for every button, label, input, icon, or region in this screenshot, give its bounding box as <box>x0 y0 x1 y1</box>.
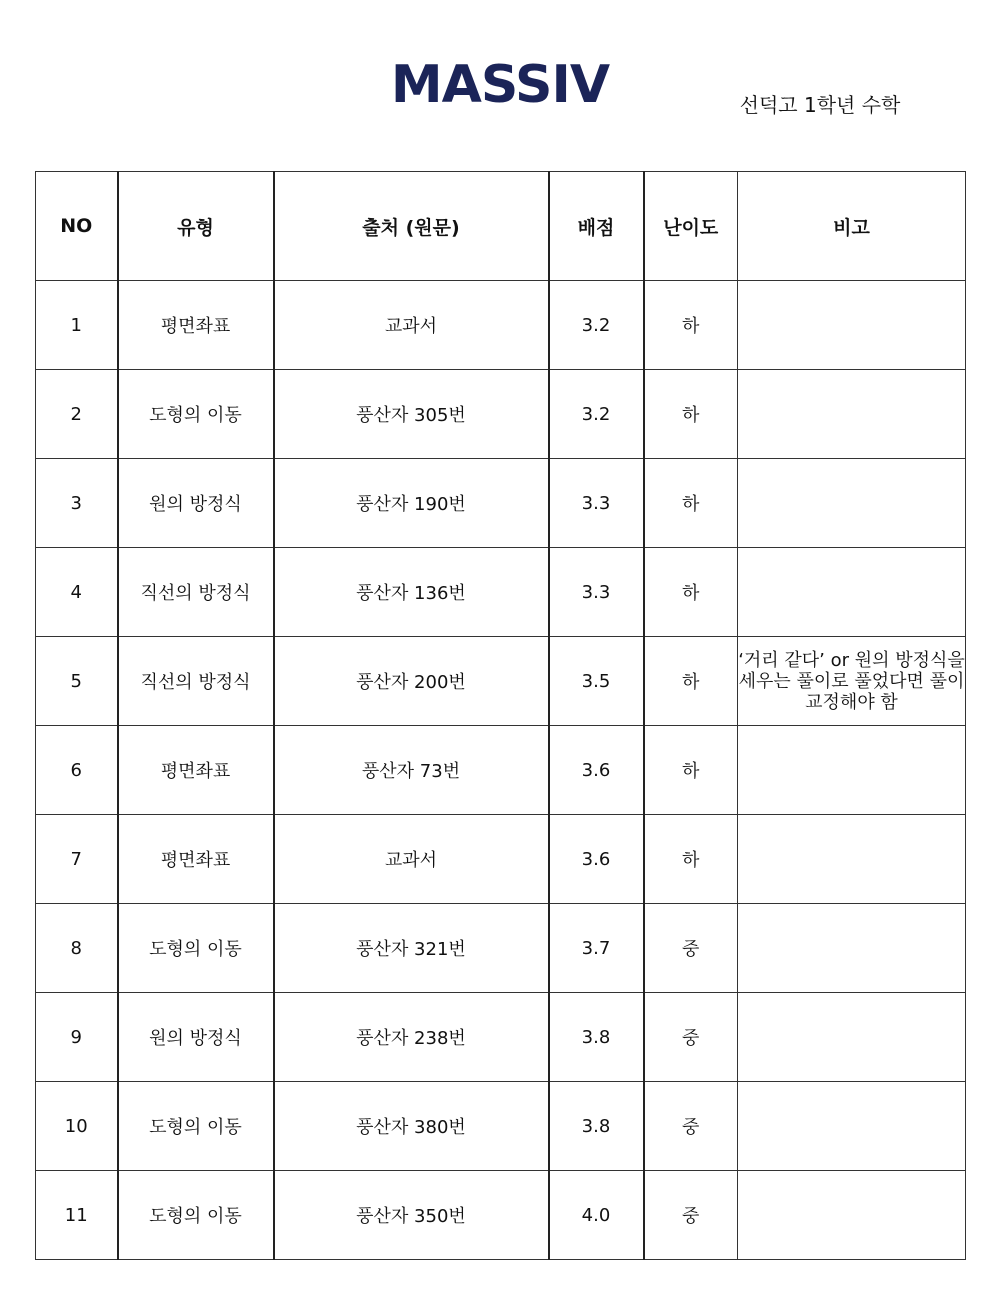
cell-type: 도형의 이동 <box>118 370 274 459</box>
cell-type: 평면좌표 <box>118 815 274 904</box>
header-source: 출처 (원문) <box>274 172 549 281</box>
cell-difficulty: 하 <box>644 370 738 459</box>
cell-source: 풍산자 380번 <box>274 1082 549 1171</box>
table-row <box>36 637 966 726</box>
cell-note <box>738 281 966 370</box>
cell-difficulty: 하 <box>644 726 738 815</box>
table-header-row <box>36 172 966 281</box>
cell-difficulty: 중 <box>644 1171 738 1260</box>
cell-note <box>738 815 966 904</box>
cell-difficulty: 중 <box>644 993 738 1082</box>
cell-type: 원의 방정식 <box>118 459 274 548</box>
cell-no: 9 <box>36 993 118 1082</box>
cell-score: 3.2 <box>549 370 644 459</box>
cell-no: 11 <box>36 1171 118 1260</box>
cell-score: 3.8 <box>549 1082 644 1171</box>
cell-source: 풍산자 350번 <box>274 1171 549 1260</box>
cell-no: 3 <box>36 459 118 548</box>
cell-difficulty: 하 <box>644 815 738 904</box>
cell-score: 3.6 <box>549 815 644 904</box>
cell-score: 3.5 <box>549 637 644 726</box>
cell-score: 3.2 <box>549 281 644 370</box>
table-row <box>36 459 966 548</box>
cell-note <box>738 1082 966 1171</box>
cell-source: 풍산자 321번 <box>274 904 549 993</box>
cell-difficulty: 중 <box>644 904 738 993</box>
exam-analysis-table <box>35 171 966 1260</box>
cell-source: 풍산자 238번 <box>274 993 549 1082</box>
header-difficulty: 난이도 <box>644 172 738 281</box>
header-note: 비고 <box>738 172 966 281</box>
table-row <box>36 726 966 815</box>
cell-difficulty: 하 <box>644 548 738 637</box>
table-row <box>36 548 966 637</box>
table-row <box>36 370 966 459</box>
cell-source: 풍산자 305번 <box>274 370 549 459</box>
cell-no: 1 <box>36 281 118 370</box>
cell-note: ‘거리 같다’ or 원의 방정식을 세우는 풀이로 풀었다면 풀이 교정해야 함 <box>738 637 966 726</box>
cell-score: 3.6 <box>549 726 644 815</box>
cell-difficulty: 하 <box>644 637 738 726</box>
cell-source: 교과서 <box>274 815 549 904</box>
cell-note <box>738 904 966 993</box>
table-row <box>36 1082 966 1171</box>
cell-note <box>738 1171 966 1260</box>
header-type: 유형 <box>118 172 274 281</box>
cell-source: 풍산자 190번 <box>274 459 549 548</box>
cell-no: 5 <box>36 637 118 726</box>
cell-source: 풍산자 200번 <box>274 637 549 726</box>
cell-note <box>738 726 966 815</box>
cell-no: 10 <box>36 1082 118 1171</box>
cell-note <box>738 548 966 637</box>
cell-type: 직선의 방정식 <box>118 548 274 637</box>
cell-source: 교과서 <box>274 281 549 370</box>
cell-type: 직선의 방정식 <box>118 637 274 726</box>
cell-source: 풍산자 73번 <box>274 726 549 815</box>
cell-note <box>738 370 966 459</box>
cell-score: 3.8 <box>549 993 644 1082</box>
cell-no: 6 <box>36 726 118 815</box>
table-row <box>36 1171 966 1260</box>
page-subtitle: 선덕고 1학년 수학 <box>739 93 901 117</box>
table-row <box>36 815 966 904</box>
cell-type: 도형의 이동 <box>118 904 274 993</box>
table-row <box>36 904 966 993</box>
header-no: NO <box>36 172 118 281</box>
cell-source: 풍산자 136번 <box>274 548 549 637</box>
cell-no: 8 <box>36 904 118 993</box>
cell-no: 4 <box>36 548 118 637</box>
cell-note <box>738 459 966 548</box>
table-row <box>36 993 966 1082</box>
cell-score: 3.7 <box>549 904 644 993</box>
cell-difficulty: 하 <box>644 281 738 370</box>
cell-type: 원의 방정식 <box>118 993 274 1082</box>
cell-difficulty: 중 <box>644 1082 738 1171</box>
massiv-logo: MASSIV <box>390 55 610 115</box>
table-body <box>36 281 966 1260</box>
cell-difficulty: 하 <box>644 459 738 548</box>
cell-no: 2 <box>36 370 118 459</box>
cell-type: 도형의 이동 <box>118 1171 274 1260</box>
cell-type: 평면좌표 <box>118 281 274 370</box>
cell-score: 4.0 <box>549 1171 644 1260</box>
cell-no: 7 <box>36 815 118 904</box>
cell-type: 도형의 이동 <box>118 1082 274 1171</box>
cell-score: 3.3 <box>549 459 644 548</box>
cell-type: 평면좌표 <box>118 726 274 815</box>
table-row <box>36 281 966 370</box>
cell-note <box>738 993 966 1082</box>
cell-score: 3.3 <box>549 548 644 637</box>
header-score: 배점 <box>549 172 644 281</box>
